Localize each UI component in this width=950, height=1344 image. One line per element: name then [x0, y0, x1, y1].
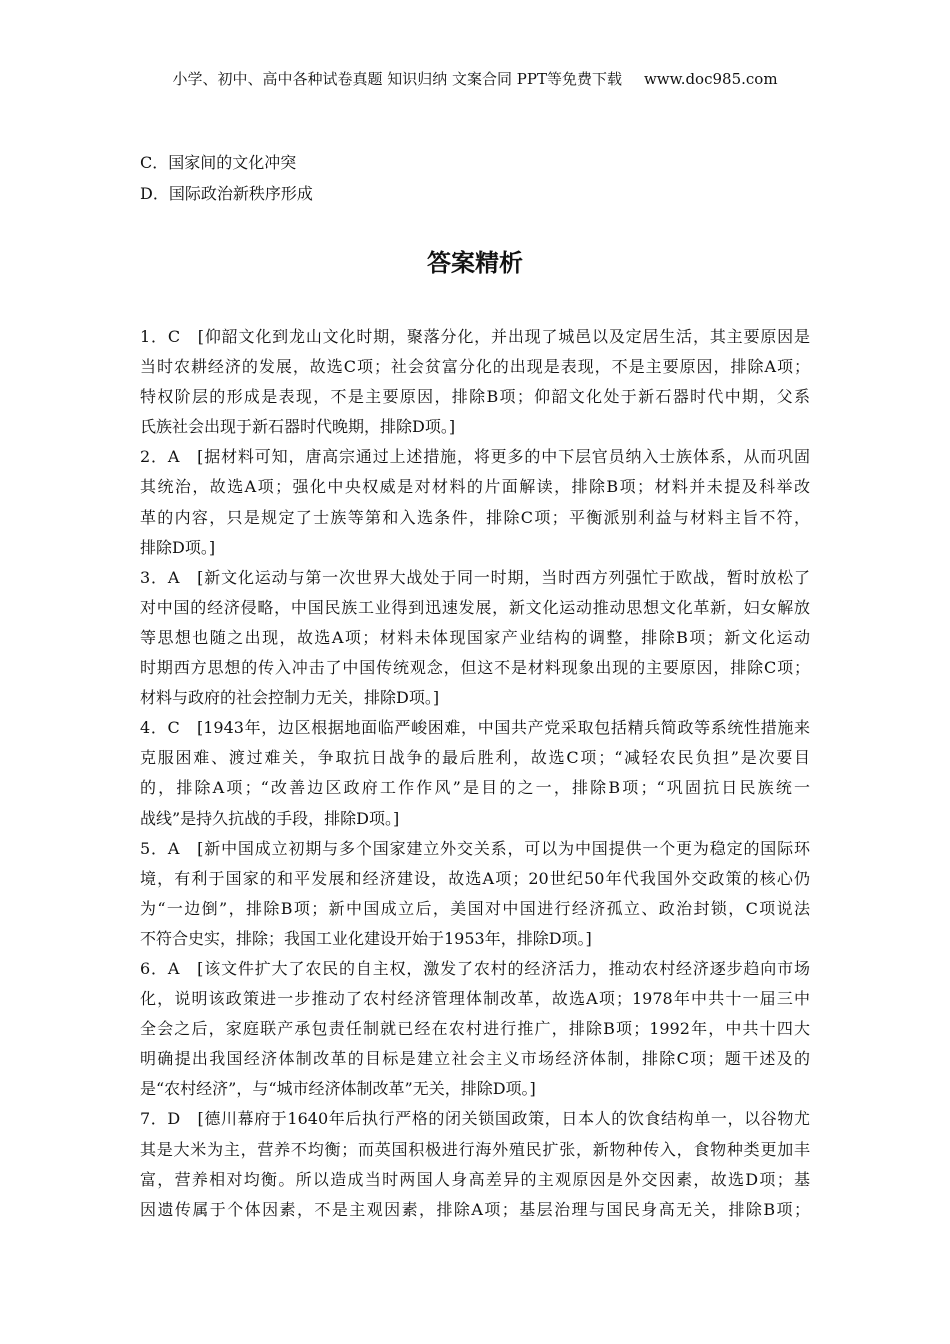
answer-line: 全会之后，家庭联产承包责任制就已经在农村进行推广，排除B项；1992年，中共十四大	[140, 1019, 810, 1039]
answer-line: 的，排除A项；“改善边区政府工作作风”是目的之一，排除B项；“巩固抗日民族统一	[140, 778, 810, 798]
answer-item	[140, 834, 810, 954]
answer-line: 其统治，故选A项；强化中央权威是对材料的片面解读，排除B项；材料并未提及科举改	[140, 477, 810, 497]
answer-item	[140, 713, 810, 833]
answer-line: 是“农村经济”，与“城市经济体制改革”无关，排除D项。]	[140, 1079, 536, 1099]
answer-line: 境，有利于国家的和平发展和经济建设，故选A项；20世纪50年代我国外交政策的核心仍	[140, 868, 810, 888]
answer-line: 3．A [新文化运动与第一次世界大战处于同一时期，当时西方列强忙于欧战，暂时放松了	[140, 567, 810, 587]
answer-item	[140, 442, 810, 562]
answer-item	[140, 322, 810, 442]
answer-line: 排除D项。]	[140, 537, 216, 557]
answer-line: 7．D [德川幕府于1640年后执行严格的闭关锁国政策，日本人的饮食结构单一，以谷物尤	[140, 1109, 810, 1129]
answer-line: 当时农耕经济的发展，故选C项；社会贫富分化的出现是表现，不是主要原因，排除A项；	[140, 357, 810, 377]
answer-line: 明确提出我国经济体制改革的目标是建立社会主义市场经济体制，排除C项；题干述及的	[140, 1049, 810, 1069]
answer-line: 时期西方思想的传入冲击了中国传统观念，但这不是材料现象出现的主要原因，排除C项；	[140, 658, 810, 678]
answer-line: 1．C [仰韶文化到龙山文化时期，聚落分化，并出现了城邑以及定居生活，其主要原因是	[140, 327, 810, 346]
option-d: D．国际政治新秩序形成	[140, 184, 313, 203]
answer-line: 富，营养相对均衡。所以造成当时两国人身高差异的主观原因是外交因素，故选D项；基	[140, 1169, 810, 1189]
header-url: www.doc985.com	[643, 70, 778, 88]
answer-line: 化，说明该政策进一步推动了农村经济管理体制改革，故选A项；1978年中共十一届三中	[140, 989, 810, 1009]
answer-line: 材料与政府的社会控制力无关，排除D项。]	[140, 688, 440, 708]
answer-item	[140, 954, 810, 1104]
section-title: 答案精析	[427, 249, 523, 277]
answer-line: 克服困难、渡过难关，争取抗日战争的最后胜利，故选C项；“减轻农民负担”是次要目	[140, 748, 810, 768]
answer-line: 战线”是持久抗战的手段，排除D项。]	[140, 808, 400, 828]
answer-line: 6．A [该文件扩大了农民的自主权，激发了农村的经济活力，推动农村经济逐步趋向市场	[140, 958, 810, 978]
answer-line: 革的内容，只是规定了士族等第和入选条件，排除C项；平衡派别利益与材料主旨不符，	[140, 507, 810, 527]
answer-line: 氏族社会出现于新石器时代晚期，排除D项。]	[140, 417, 456, 437]
answer-analysis	[140, 322, 810, 1225]
answer-line: 对中国的经济侵略，中国民族工业得到迅速发展，新文化运动推动思想文化革新，妇女解放	[140, 597, 810, 617]
answer-line: 5．A [新中国成立初期与多个国家建立外交关系，可以为中国提供一个更为稳定的国际环	[140, 838, 810, 858]
answer-line: 4．C [1943年，边区根据地面临严峻困难，中国共产党采取包括精兵简政等系统性措施来	[140, 718, 810, 738]
option-c: C．国家间的文化冲突	[140, 153, 297, 172]
answer-line: 不符合史实，排除；我国工业化建设开始于1953年，排除D项。]	[140, 928, 592, 948]
page-header	[0, 68, 950, 89]
header-text: 小学、初中、高中各种试卷真题 知识归纳 文案合同 PPT等免费下载	[172, 70, 622, 88]
answer-line: 等思想也随之出现，故选A项；材料未体现国家产业结构的调整，排除B项；新文化运动	[140, 627, 810, 647]
answer-item	[140, 563, 810, 713]
answer-item	[140, 1104, 810, 1224]
answer-line: 2．A [据材料可知，唐高宗通过上述措施，将更多的中下层官员纳入士族体系，从而巩固	[140, 447, 810, 467]
answer-line: 为“一边倒”，排除B项；新中国成立后，美国对中国进行经济孤立、政治封锁，C项说法	[140, 898, 810, 918]
answer-line: 其是大米为主，营养不均衡；而英国积极进行海外殖民扩张，新物种传入，食物种类更加丰	[140, 1139, 810, 1159]
answer-line: 特权阶层的形成是表现，不是主要原因，排除B项；仰韶文化处于新石器时代中期，父系	[140, 387, 810, 407]
answer-line: 因遗传属于个体因素，不是主观因素，排除A项；基层治理与国民身高无关，排除B项；	[140, 1199, 810, 1219]
